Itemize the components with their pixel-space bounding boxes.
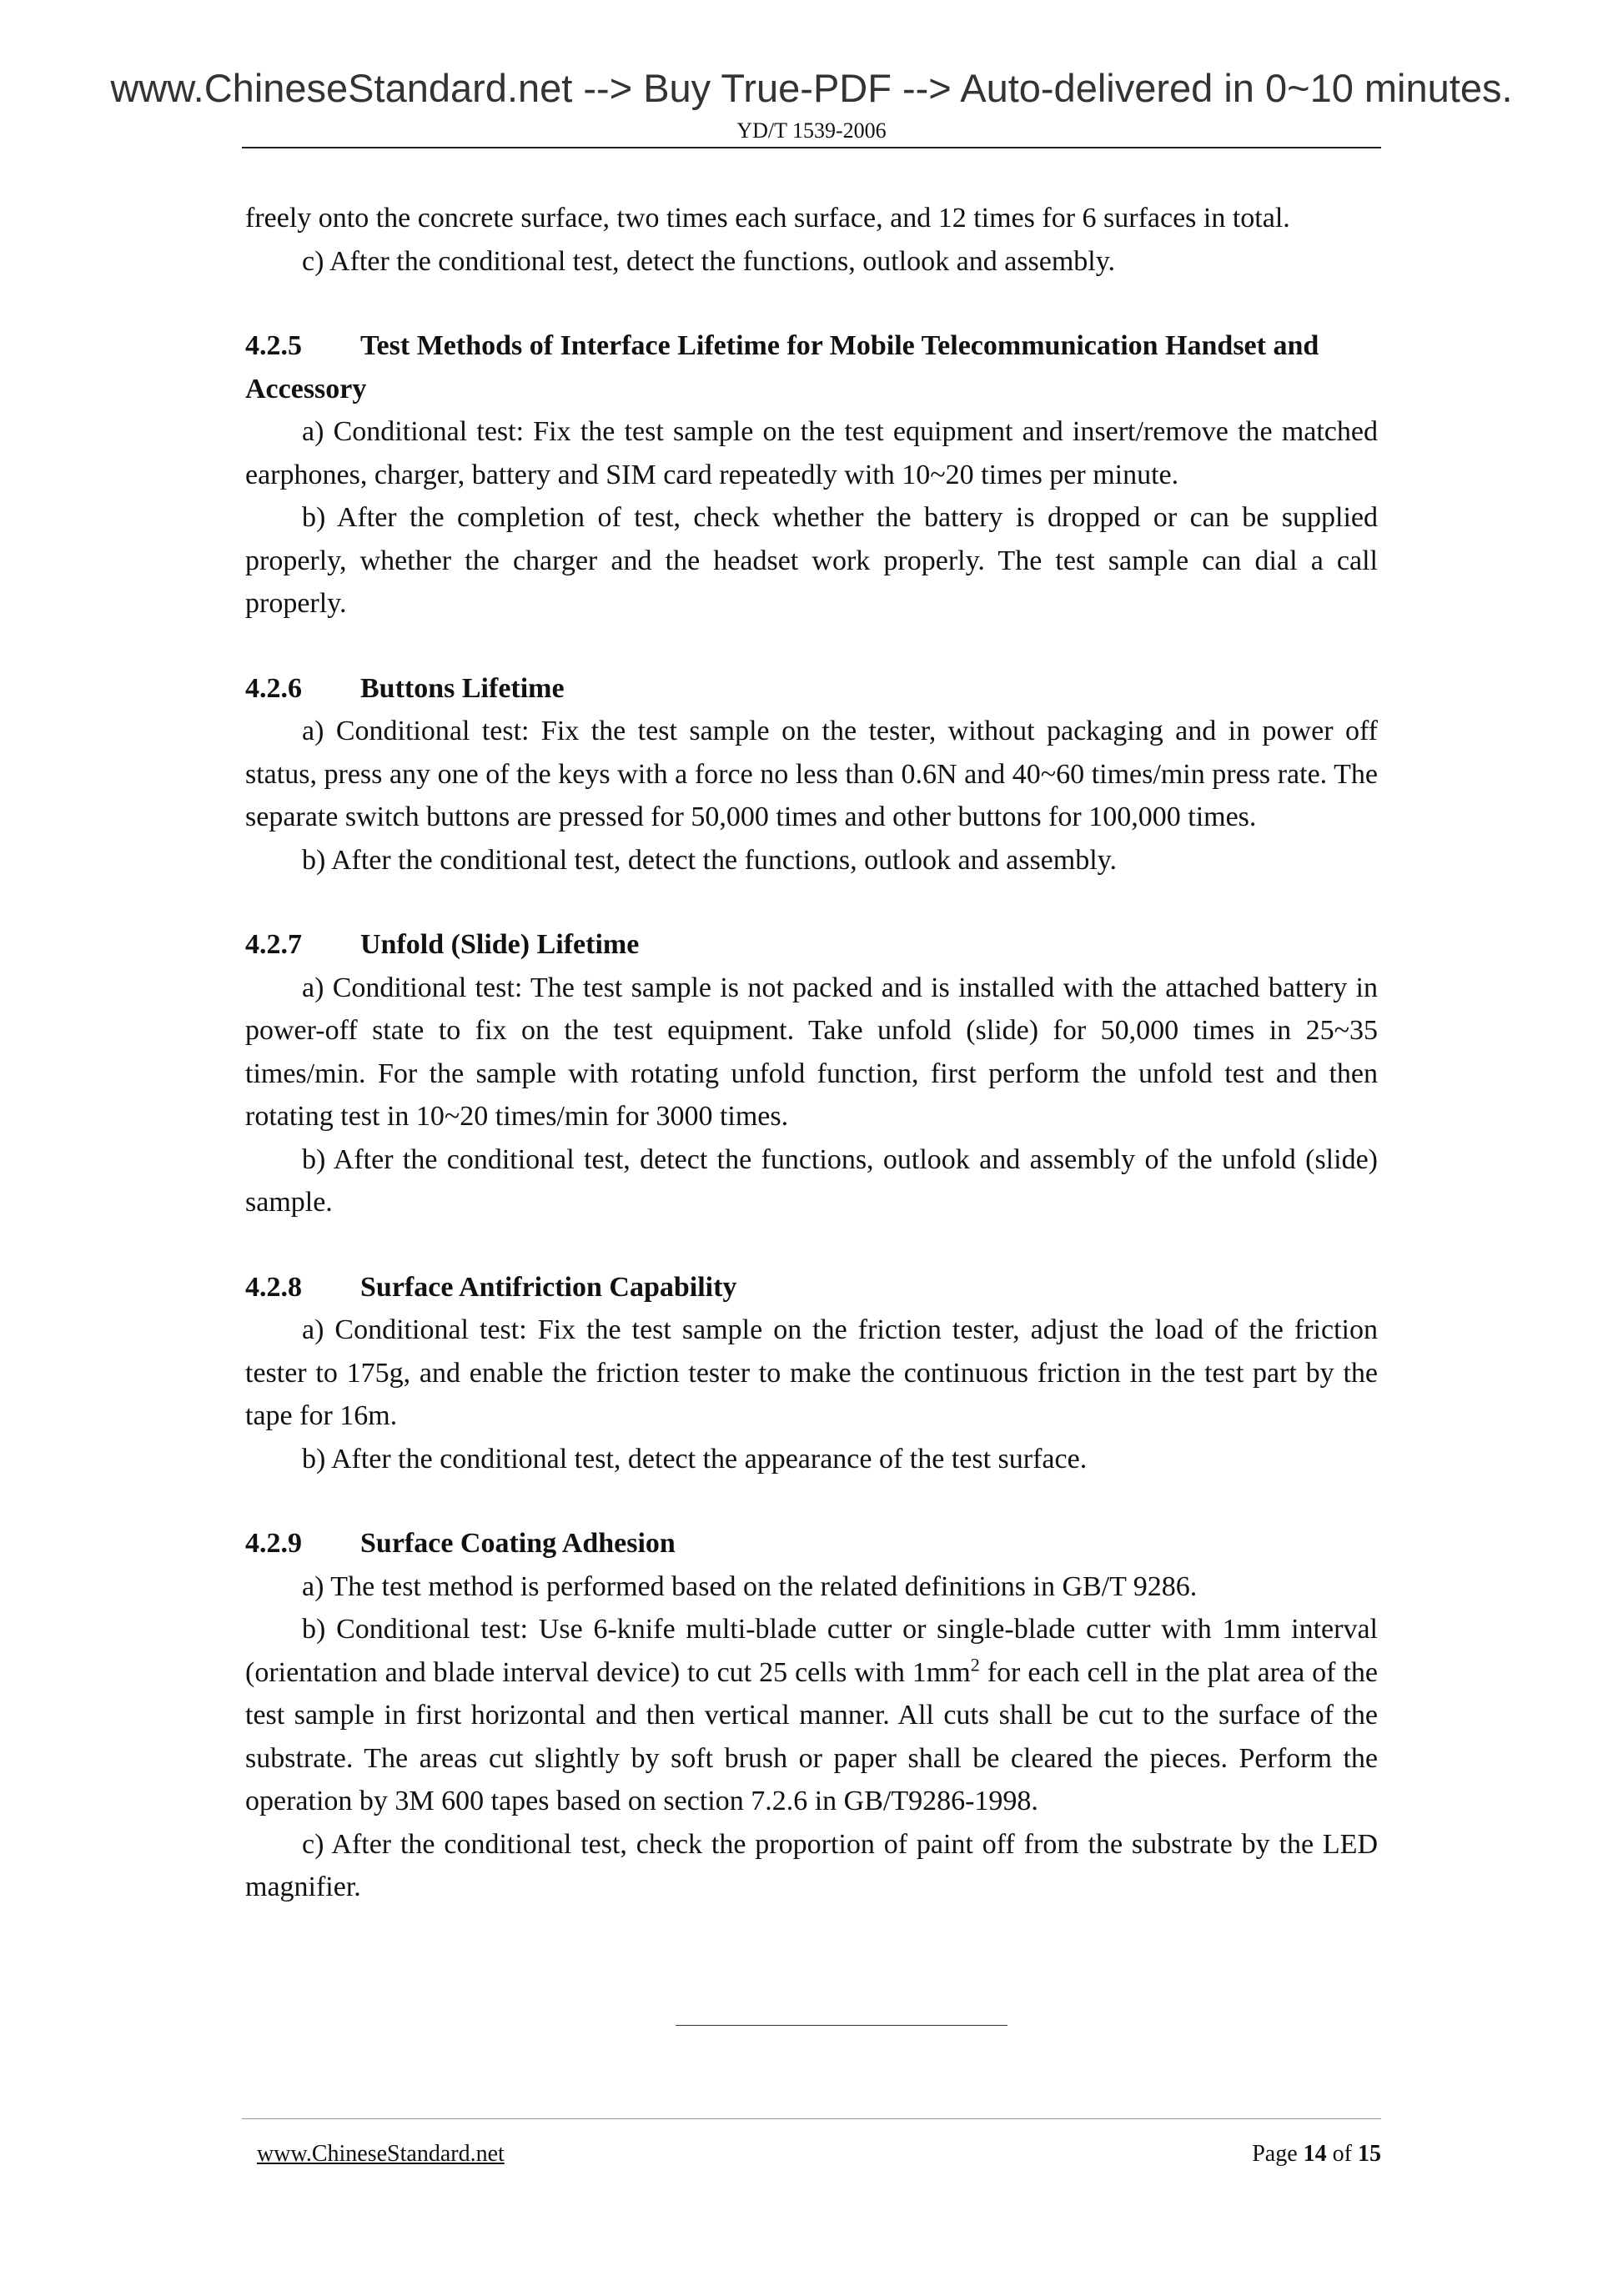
section-4-2-6-item-a: a) Conditional test: Fix the test sample on the tester, without packaging and in power off status, press any one of the keys with a force no less than 0.6N and 40~60 times/min press rate. The separate switch buttons are pressed for 50,000 times and other buttons for 100,000 times.: [245, 716, 1378, 832]
continuation-item-c: c) After the conditional test, detect the functions, outlook and assembly.: [302, 245, 1116, 277]
section-number: 4.2.8: [245, 1271, 302, 1303]
section-title: Surface Antifriction Capability: [360, 1271, 737, 1303]
section-4-2-8-item-b: b) After the conditional test, detect the appearance of the test surface.: [302, 1443, 1088, 1475]
section-title: Surface Coating Adhesion: [360, 1528, 676, 1559]
page-indicator: Page 14 of 15: [1252, 2141, 1381, 2167]
current-page: 14: [1303, 2141, 1327, 2167]
section-4-2-5-item-b: b) After the completion of test, check whether the battery is dropped or can be supplied properly, whether the charger and the headset work properly. The test sample can dial a call properly.: [245, 502, 1378, 619]
section-4-2-5-heading: [245, 324, 1378, 368]
section-4-2-6-item-b: b) After the conditional test, detect the functions, outlook and assembly.: [302, 844, 1117, 876]
document-body: [245, 197, 1378, 1909]
section-title: Unfold (Slide) Lifetime: [360, 929, 640, 960]
section-4-2-9-item-a: a) The test method is performed based on the related definitions in GB/T 9286.: [302, 1570, 1198, 1602]
footer-divider: [242, 2118, 1381, 2119]
section-number: 4.2.6: [245, 672, 302, 704]
section-4-2-8-item-a: a) Conditional test: Fix the test sample on the friction tester, adjust the load of the friction tester to 175g, and enable the friction tester to make the continuous friction in the test part by the tape for 16m.: [245, 1314, 1378, 1431]
section-4-2-5-item-a: a) Conditional test: Fix the test sample on the test equipment and insert/remove the matched earphones, charger, battery and SIM card repeatedly with 10~20 times per minute.: [245, 416, 1378, 490]
total-pages: 15: [1358, 2141, 1381, 2167]
header-divider: [242, 147, 1381, 148]
section-4-2-6-heading: [245, 667, 1378, 711]
section-4-2-9-item-b: b) Conditional test: Use 6-knife multi-blade cutter or single-blade cutter with 1mm interval (orientation and blade interval device) to cut 25 cells with $1mm^2$ for each cell in the plat area of the test sample in first horizontal and then vertical manner. All cuts shall be cut to the surface of the substrate. The areas cut slightly by soft brush or paper shall be cleared the pieces. Perform the operation by 3M 600 tapes based on section 7.2.6 in GB/T9286-1998.: [245, 1614, 1378, 1816]
continuation-text: freely onto the concrete surface, two times each surface, and 12 times for 6 surfaces in total.: [245, 203, 1290, 234]
standard-code: YD/T 1539-2006: [736, 118, 887, 143]
section-number: 4.2.5: [245, 330, 302, 361]
section-4-2-9-heading: [245, 1522, 1378, 1565]
footer-website-link[interactable]: www.ChineseStandard.net: [257, 2141, 505, 2167]
superscript: 2: [970, 1654, 980, 1676]
section-4-2-7-item-a: a) Conditional test: The test sample is not packed and is installed with the attached battery in power-off state to fix on the test equipment. Take unfold (slide) for 50,000 times in 25~35 times/min. For the sample with rotating unfold function, first perform the unfold test and then rotating test in 10~20 times/min for 3000 times.: [245, 972, 1378, 1132]
section-title: Test Methods of Interface Lifetime for Mobile Telecommunication Handset and: [360, 330, 1319, 361]
promo-banner-link[interactable]: www.ChineseStandard.net --> Buy True-PDF --> Auto-delivered in 0~10 minutes.: [110, 66, 1513, 110]
section-4-2-8-heading: [245, 1266, 1378, 1309]
section-title: Buttons Lifetime: [360, 672, 565, 704]
section-4-2-7-item-b: b) After the conditional test, detect the functions, outlook and assembly of the unfold (slide) sample.: [245, 1143, 1378, 1218]
section-number: 4.2.7: [245, 929, 302, 960]
section-4-2-7-heading: [245, 923, 1378, 967]
end-of-text-line: [676, 2025, 1007, 2026]
section-4-2-5-heading-cont: Accessory: [245, 373, 367, 404]
section-number: 4.2.9: [245, 1528, 302, 1559]
section-4-2-9-item-c: c) After the conditional test, check the proportion of paint off from the substrate by the LED magnifier.: [245, 1828, 1378, 1902]
